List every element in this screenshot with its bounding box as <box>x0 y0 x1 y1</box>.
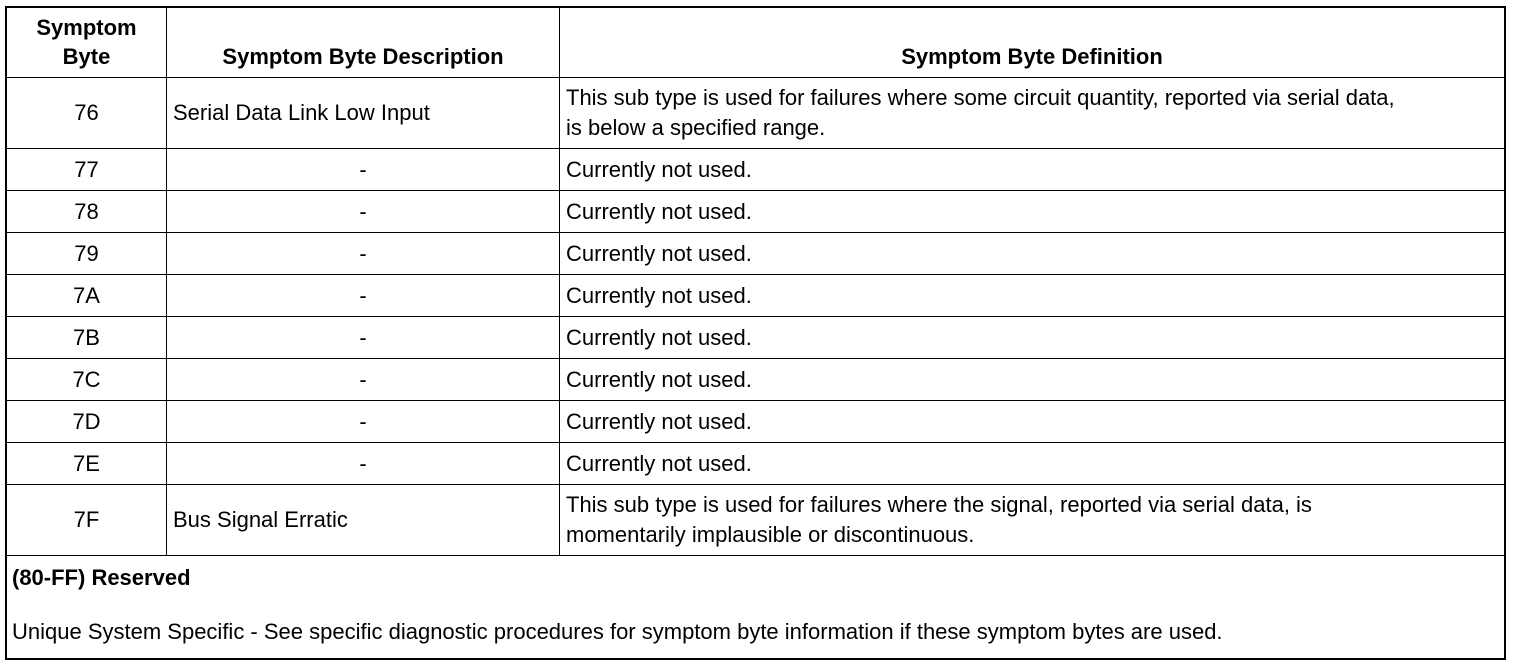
table-row <box>7 191 1504 233</box>
cell-definition: Currently not used. <box>560 443 1505 485</box>
header-definition: Symptom Byte Definition <box>560 8 1505 78</box>
header-symptom-byte-line1: Symptom <box>36 15 137 40</box>
definition-line2: is below a specified range. <box>566 115 826 140</box>
cell-definition <box>560 78 1505 149</box>
table-row <box>7 317 1504 359</box>
table-footer <box>7 556 1504 645</box>
cell-definition: Currently not used. <box>560 401 1505 443</box>
symptom-byte-table <box>7 8 1504 556</box>
table-row <box>7 359 1504 401</box>
cell-description: Bus Signal Erratic <box>167 485 560 556</box>
cell-definition: Currently not used. <box>560 149 1505 191</box>
table-row <box>7 443 1504 485</box>
cell-definition: Currently not used. <box>560 233 1505 275</box>
table-row <box>7 149 1504 191</box>
cell-description: - <box>167 191 560 233</box>
cell-byte: 7F <box>7 485 167 556</box>
cell-description: - <box>167 359 560 401</box>
cell-byte: 7C <box>7 359 167 401</box>
cell-description: - <box>167 443 560 485</box>
cell-byte: 7D <box>7 401 167 443</box>
table-row <box>7 401 1504 443</box>
header-symptom-byte <box>7 8 167 78</box>
table-row <box>7 485 1504 556</box>
definition-line2: momentarily implausible or discontinuous. <box>566 522 975 547</box>
cell-byte: 79 <box>7 233 167 275</box>
symptom-byte-document <box>5 6 1506 660</box>
table-row <box>7 233 1504 275</box>
cell-byte: 78 <box>7 191 167 233</box>
cell-byte: 7B <box>7 317 167 359</box>
cell-definition: Currently not used. <box>560 359 1505 401</box>
table-row <box>7 78 1504 149</box>
system-specific-note: Unique System Specific - See specific diagnostic procedures for symptom byte information if these symptom bytes are used. <box>12 619 1223 644</box>
reserved-range-label: (80-FF) Reserved <box>12 565 191 590</box>
cell-description: - <box>167 233 560 275</box>
header-symptom-byte-line2: Byte <box>62 44 111 69</box>
cell-byte: 76 <box>7 78 167 149</box>
table-row <box>7 275 1504 317</box>
cell-definition: Currently not used. <box>560 275 1505 317</box>
cell-description: - <box>167 317 560 359</box>
cell-description: Serial Data Link Low Input <box>167 78 560 149</box>
header-description: Symptom Byte Description <box>167 8 560 78</box>
cell-byte: 7E <box>7 443 167 485</box>
cell-definition <box>560 485 1505 556</box>
cell-byte: 77 <box>7 149 167 191</box>
cell-description: - <box>167 401 560 443</box>
definition-line1: This sub type is used for failures where some circuit quantity, reported via serial data, <box>566 85 1395 110</box>
cell-description: - <box>167 275 560 317</box>
cell-description: - <box>167 149 560 191</box>
table-header-row <box>7 8 1504 78</box>
cell-definition: Currently not used. <box>560 191 1505 233</box>
definition-line1: This sub type is used for failures where the signal, reported via serial data, is <box>566 492 1312 517</box>
cell-definition: Currently not used. <box>560 317 1505 359</box>
cell-byte: 7A <box>7 275 167 317</box>
